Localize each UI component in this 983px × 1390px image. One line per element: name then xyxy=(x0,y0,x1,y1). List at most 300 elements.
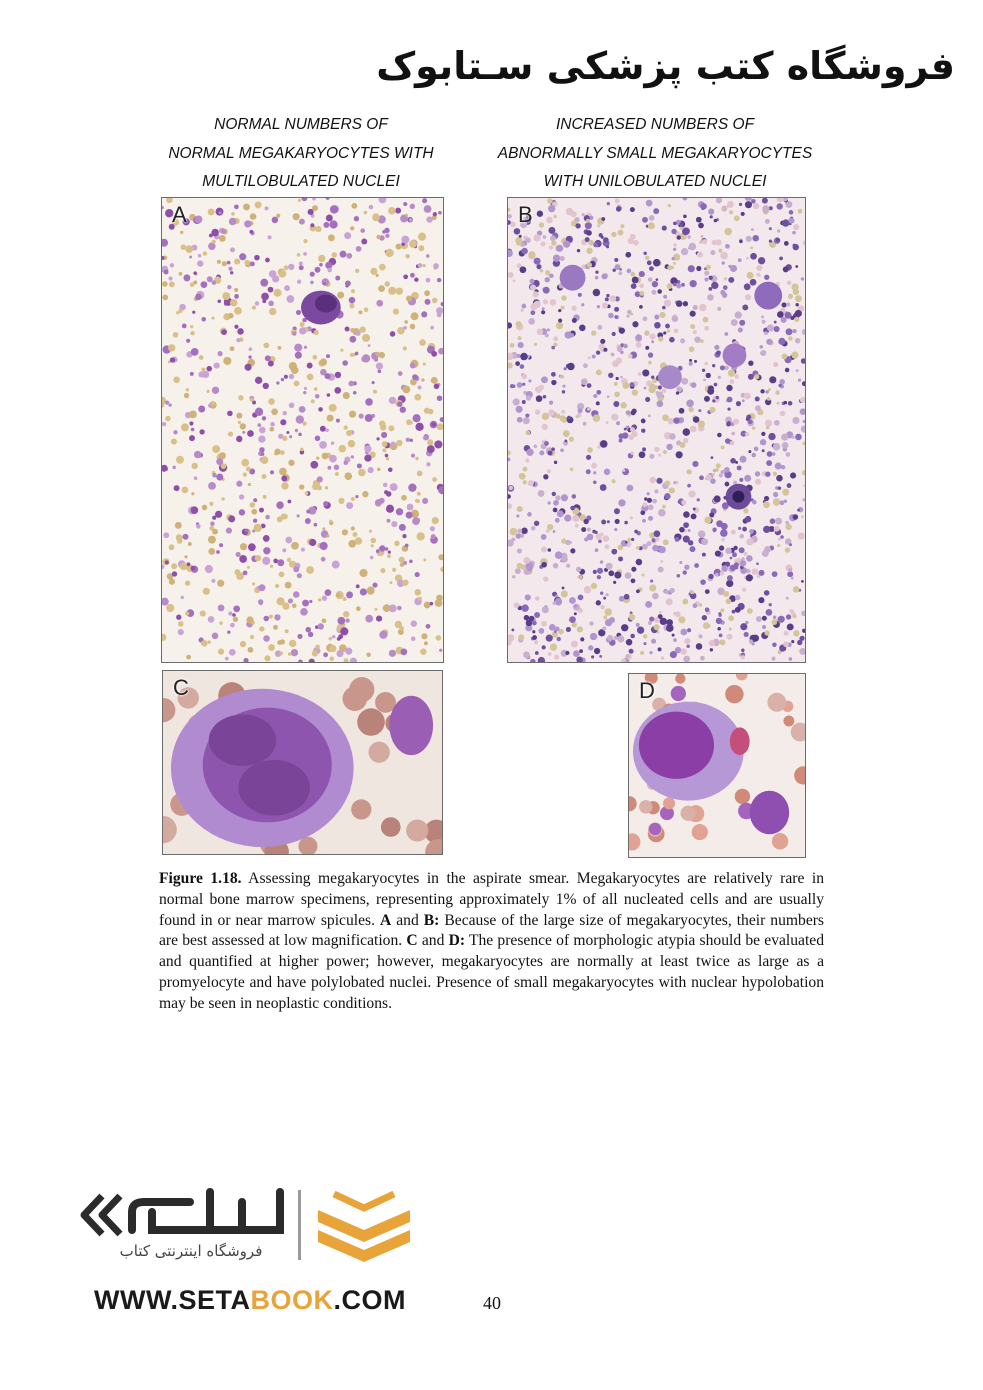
cell-texture xyxy=(548,501,551,504)
cell-texture xyxy=(339,445,347,453)
cell-texture xyxy=(546,635,553,642)
cell-texture xyxy=(259,584,266,591)
panel-letter: A xyxy=(172,202,187,227)
caption-text: Assessing megakaryocytes in the aspirate smear. Megakaryocytes are relatively rare in normal bone marrow specimens, representing approximately 1% of all nucleated cells and are usually found in or near marrow spicules. xyxy=(159,870,824,929)
cell-texture xyxy=(717,627,721,631)
cell-texture xyxy=(316,456,319,459)
cell-texture xyxy=(680,648,687,655)
cell-texture xyxy=(516,240,522,246)
cell-texture xyxy=(374,608,377,611)
cell-texture xyxy=(218,605,225,612)
cell-texture xyxy=(433,212,437,216)
cell-texture xyxy=(280,651,284,655)
cell-texture xyxy=(614,528,617,531)
cell-texture xyxy=(788,336,793,341)
cell-texture xyxy=(659,312,665,318)
cell-texture xyxy=(553,255,560,262)
cell-texture xyxy=(221,229,226,234)
cell-texture xyxy=(669,487,675,493)
cell-texture xyxy=(692,461,698,467)
cell-texture xyxy=(189,421,193,425)
cell-texture xyxy=(766,339,772,345)
cell-texture xyxy=(232,613,236,617)
cell-texture xyxy=(554,655,559,660)
cell-texture xyxy=(255,377,262,384)
cell-texture xyxy=(676,391,679,394)
cell-texture xyxy=(793,630,799,636)
cell-texture xyxy=(744,632,749,637)
cell-texture xyxy=(302,600,309,607)
cell-texture xyxy=(731,529,736,534)
cell-texture xyxy=(784,631,789,636)
cell-texture xyxy=(662,414,669,421)
cell-texture xyxy=(432,422,436,426)
cell-texture xyxy=(599,655,602,658)
cell-texture xyxy=(639,291,644,296)
cell-texture xyxy=(244,220,251,227)
cell-texture xyxy=(282,514,288,520)
cell-texture xyxy=(401,648,408,655)
cell-texture xyxy=(778,338,785,345)
cell-texture xyxy=(560,375,564,379)
cell-texture xyxy=(547,469,551,473)
cell-texture xyxy=(195,294,201,300)
cell-texture xyxy=(183,534,189,540)
cell-texture xyxy=(712,527,716,531)
cell-texture xyxy=(593,480,597,484)
cell-texture xyxy=(791,577,794,580)
cell-texture xyxy=(357,708,385,735)
cell-texture xyxy=(216,474,223,481)
cell-texture xyxy=(296,310,301,315)
cell-texture xyxy=(414,394,421,401)
cell-texture xyxy=(698,530,705,537)
cell-texture xyxy=(236,338,240,342)
cell-texture xyxy=(327,466,331,470)
cell-texture xyxy=(212,529,218,535)
cell-texture xyxy=(264,655,270,661)
cell-texture xyxy=(736,401,741,406)
cell-texture xyxy=(725,548,732,555)
cell-texture xyxy=(248,543,256,551)
cell-texture xyxy=(178,629,184,635)
cell-texture xyxy=(212,516,216,520)
cell-texture xyxy=(320,542,328,550)
cell-texture xyxy=(410,273,415,278)
cell-texture xyxy=(642,447,646,451)
cell-texture xyxy=(234,294,239,299)
cell-texture xyxy=(322,453,329,460)
cell-texture xyxy=(234,307,242,315)
cell-texture xyxy=(273,625,278,630)
setabook-logo xyxy=(80,1182,420,1282)
cell-texture xyxy=(376,616,382,622)
cell-texture xyxy=(276,214,280,218)
cell-texture xyxy=(688,265,695,272)
cell-texture xyxy=(693,305,698,310)
cell-texture xyxy=(265,258,270,263)
cell-texture xyxy=(269,308,276,315)
cell-texture xyxy=(607,520,610,523)
cell-texture xyxy=(587,408,590,411)
cell-texture xyxy=(403,561,407,565)
cell-texture xyxy=(560,256,565,261)
cell-texture xyxy=(790,472,796,478)
cell-texture xyxy=(724,228,732,236)
cell-texture xyxy=(176,456,184,464)
caption-label: Figure 1.18. xyxy=(159,870,242,887)
cell-texture xyxy=(278,346,282,350)
cell-texture xyxy=(424,408,430,414)
cell-texture xyxy=(720,608,724,612)
cell-texture xyxy=(386,457,389,460)
cell-texture xyxy=(394,541,400,547)
cell-texture xyxy=(721,523,728,530)
cell-texture xyxy=(236,481,242,487)
cell-texture xyxy=(195,216,203,224)
cell-texture xyxy=(642,544,648,550)
cell-texture xyxy=(782,489,789,496)
cell-texture xyxy=(763,501,770,508)
cell-texture xyxy=(714,495,721,502)
cell-texture xyxy=(393,309,399,315)
cell-texture xyxy=(385,234,389,238)
cell-texture xyxy=(299,262,303,266)
cell-texture xyxy=(669,337,675,343)
cell-texture xyxy=(721,445,725,449)
cell-texture xyxy=(170,357,175,362)
cell-texture xyxy=(191,492,194,495)
cell-texture xyxy=(388,207,396,215)
cell-texture xyxy=(591,463,597,469)
cell-texture xyxy=(770,518,776,524)
cell-texture xyxy=(597,305,600,308)
cell-texture xyxy=(402,534,406,538)
cell-texture xyxy=(645,331,649,335)
cell-texture xyxy=(345,280,351,286)
cell-texture xyxy=(738,527,741,530)
cell-texture xyxy=(516,533,521,538)
cell-texture xyxy=(679,222,683,226)
cell-texture xyxy=(587,534,594,541)
cell-texture xyxy=(168,344,175,351)
cell-texture xyxy=(728,369,735,376)
cell-texture xyxy=(718,614,721,617)
cell-texture xyxy=(634,530,638,534)
cell-texture xyxy=(297,514,300,517)
cell-texture xyxy=(659,546,666,553)
cell-texture xyxy=(788,568,792,572)
cell-texture xyxy=(658,567,664,573)
cell-texture xyxy=(614,382,618,386)
cell-texture xyxy=(696,266,701,271)
cell-texture xyxy=(345,472,353,480)
cell-texture xyxy=(517,563,523,569)
cell-texture xyxy=(754,374,759,379)
cell-texture xyxy=(675,537,680,542)
cell-texture xyxy=(325,373,331,379)
cell-texture xyxy=(529,279,534,284)
cell-texture xyxy=(410,204,415,209)
cell-texture xyxy=(662,505,666,509)
cell-texture xyxy=(734,559,737,562)
cell-texture xyxy=(200,610,206,616)
cell-texture xyxy=(681,500,686,505)
cell-texture xyxy=(698,634,702,638)
cell-texture xyxy=(548,409,555,416)
cell-texture xyxy=(686,644,690,648)
cell-texture xyxy=(735,607,741,613)
cell-texture xyxy=(666,444,672,450)
cell-texture xyxy=(658,509,666,517)
cell-texture xyxy=(696,217,702,223)
cell-texture xyxy=(649,823,661,835)
cell-texture xyxy=(227,285,231,289)
cell-texture xyxy=(740,560,747,567)
cell-texture xyxy=(627,269,632,274)
cell-texture xyxy=(292,603,297,608)
cell-texture xyxy=(545,277,550,282)
cell-texture xyxy=(647,492,650,495)
caption-ref: A xyxy=(379,911,392,929)
cell-texture xyxy=(631,410,636,415)
cell-texture xyxy=(620,402,626,408)
cell-texture xyxy=(553,336,558,341)
cell-texture xyxy=(617,346,623,352)
cell-texture xyxy=(633,240,639,246)
cell-texture xyxy=(426,216,432,222)
cell-texture xyxy=(335,276,340,281)
cell-texture xyxy=(369,742,390,763)
heading-line: INCREASED NUMBERS OF xyxy=(555,116,755,133)
cell-texture xyxy=(754,447,759,452)
cell-texture xyxy=(801,515,804,518)
cell-texture xyxy=(651,538,655,542)
cell-texture xyxy=(293,591,300,598)
cell-texture xyxy=(537,328,544,335)
cell-texture xyxy=(398,371,403,376)
cell-texture xyxy=(523,651,530,658)
cell-texture xyxy=(373,390,377,394)
cell-texture xyxy=(221,497,224,500)
cell-texture xyxy=(596,390,601,395)
cell-texture xyxy=(548,227,555,234)
cell-texture xyxy=(340,627,348,635)
cell-texture xyxy=(517,529,522,534)
cell-texture xyxy=(749,529,754,534)
cell-texture xyxy=(208,403,212,407)
cell-texture xyxy=(198,254,202,258)
cell-texture xyxy=(581,303,584,306)
cell-texture xyxy=(364,307,369,312)
cell-texture xyxy=(672,315,679,322)
cell-texture xyxy=(673,243,677,247)
cell-texture xyxy=(199,429,204,434)
cell-texture xyxy=(798,532,805,539)
cell-texture xyxy=(525,458,529,462)
cell-texture xyxy=(303,391,306,394)
cell-texture xyxy=(358,469,366,477)
cell-texture xyxy=(673,248,676,251)
cell-texture xyxy=(645,601,652,608)
cell-texture xyxy=(606,294,609,297)
cell-texture xyxy=(643,316,648,321)
cell-texture xyxy=(191,348,199,356)
cell-texture xyxy=(616,377,619,380)
cell-texture xyxy=(698,223,704,229)
cell-texture xyxy=(787,281,792,286)
cell-texture xyxy=(319,441,327,449)
cell-texture xyxy=(268,644,275,651)
cell-texture xyxy=(279,468,287,476)
cell-texture xyxy=(583,519,588,524)
cell-texture xyxy=(334,387,341,394)
cell-texture xyxy=(694,337,700,343)
cell-texture xyxy=(388,287,396,295)
cell-texture xyxy=(395,621,402,628)
cell-texture xyxy=(767,451,773,457)
cell-texture xyxy=(258,435,265,442)
cell-texture xyxy=(344,425,348,429)
cell-texture xyxy=(791,435,794,438)
cell-texture xyxy=(382,230,386,234)
cell-texture xyxy=(725,482,730,487)
cell-texture xyxy=(345,648,352,655)
cell-texture xyxy=(548,451,553,456)
smear-image-d xyxy=(629,674,805,857)
cell-texture xyxy=(639,305,643,309)
cell-texture xyxy=(683,438,688,443)
cell-texture xyxy=(317,486,322,491)
cell-texture xyxy=(527,512,532,517)
cell-texture xyxy=(303,239,307,243)
cell-texture xyxy=(564,515,571,522)
cell-texture xyxy=(718,249,722,253)
cell-texture xyxy=(636,589,640,593)
cell-texture xyxy=(758,257,765,264)
cell-texture xyxy=(249,230,253,234)
cell-texture xyxy=(403,274,408,279)
cell-texture xyxy=(735,461,738,464)
cell-texture xyxy=(529,616,535,622)
cell-texture xyxy=(600,605,605,610)
cell-texture xyxy=(553,563,559,569)
cell-texture xyxy=(374,357,379,362)
cell-texture xyxy=(237,328,244,335)
cell-texture xyxy=(352,532,357,537)
cell-texture xyxy=(540,241,545,246)
cell-texture xyxy=(765,472,770,477)
cell-texture xyxy=(280,419,286,425)
cell-texture xyxy=(699,304,707,312)
cell-texture xyxy=(164,269,169,274)
cell-texture xyxy=(269,427,274,432)
cell-texture xyxy=(389,650,396,657)
caption-text: Because of the large size of megakaryocytes, their numbers are best assessed at low magnification. xyxy=(159,911,825,950)
cell-texture xyxy=(313,355,318,360)
cell-texture xyxy=(670,266,674,270)
cell-texture xyxy=(519,473,526,480)
cell-texture xyxy=(696,643,703,650)
cell-texture xyxy=(409,421,413,425)
cell-texture xyxy=(659,611,662,614)
cell-texture xyxy=(785,547,791,553)
cell-texture xyxy=(679,561,682,564)
cell-texture xyxy=(606,421,609,424)
cell-texture xyxy=(614,636,618,640)
cell-texture xyxy=(274,289,282,297)
cell-texture xyxy=(773,498,781,506)
cell-texture xyxy=(560,449,564,453)
panel-letter: C xyxy=(173,675,189,700)
cell-texture xyxy=(422,498,428,504)
cell-texture xyxy=(567,363,575,371)
micrograph-panel-a xyxy=(161,197,444,663)
cell-texture xyxy=(182,324,187,329)
cell-texture xyxy=(792,329,796,333)
cell-texture xyxy=(792,417,799,424)
cell-texture xyxy=(219,543,223,547)
cell-texture xyxy=(758,597,764,603)
cell-texture xyxy=(541,546,547,552)
cell-texture xyxy=(325,429,329,433)
cell-texture xyxy=(587,527,591,531)
cell-texture xyxy=(772,642,777,647)
cell-texture xyxy=(340,349,343,352)
cell-texture xyxy=(751,453,756,458)
cell-texture xyxy=(228,611,232,615)
cell-texture xyxy=(277,640,282,645)
cell-texture xyxy=(379,264,386,271)
cell-texture xyxy=(752,235,759,242)
cell-texture xyxy=(368,344,371,347)
cell-texture xyxy=(410,324,416,330)
cell-texture xyxy=(315,435,321,441)
cell-texture xyxy=(523,417,530,424)
cell-texture xyxy=(357,463,362,468)
cell-texture xyxy=(299,219,305,225)
caption-ref: C xyxy=(406,932,418,950)
cell-texture xyxy=(726,598,732,604)
cell-texture xyxy=(661,656,664,659)
cell-texture xyxy=(538,490,545,497)
cell-texture xyxy=(607,635,613,641)
cell-texture xyxy=(673,262,676,265)
cell-texture xyxy=(705,271,709,275)
cell-texture xyxy=(561,410,565,414)
cell-texture xyxy=(298,199,301,202)
cell-texture xyxy=(541,621,547,627)
cell-texture xyxy=(662,225,667,230)
cell-texture xyxy=(371,538,377,544)
cell-texture xyxy=(631,567,636,572)
cell-texture xyxy=(516,514,519,517)
cell-texture xyxy=(239,494,244,499)
cell-texture xyxy=(627,485,634,492)
cell-texture xyxy=(665,480,671,486)
cell-texture xyxy=(622,469,625,472)
cell-texture xyxy=(322,618,327,623)
cell-texture xyxy=(517,548,522,553)
cell-texture xyxy=(715,573,719,577)
cell-texture xyxy=(650,333,656,339)
cell-texture xyxy=(574,604,577,607)
cell-texture xyxy=(760,439,766,445)
cell-texture xyxy=(336,650,343,657)
cell-texture xyxy=(376,274,379,277)
cell-texture xyxy=(346,253,352,259)
cell-texture xyxy=(328,234,335,241)
